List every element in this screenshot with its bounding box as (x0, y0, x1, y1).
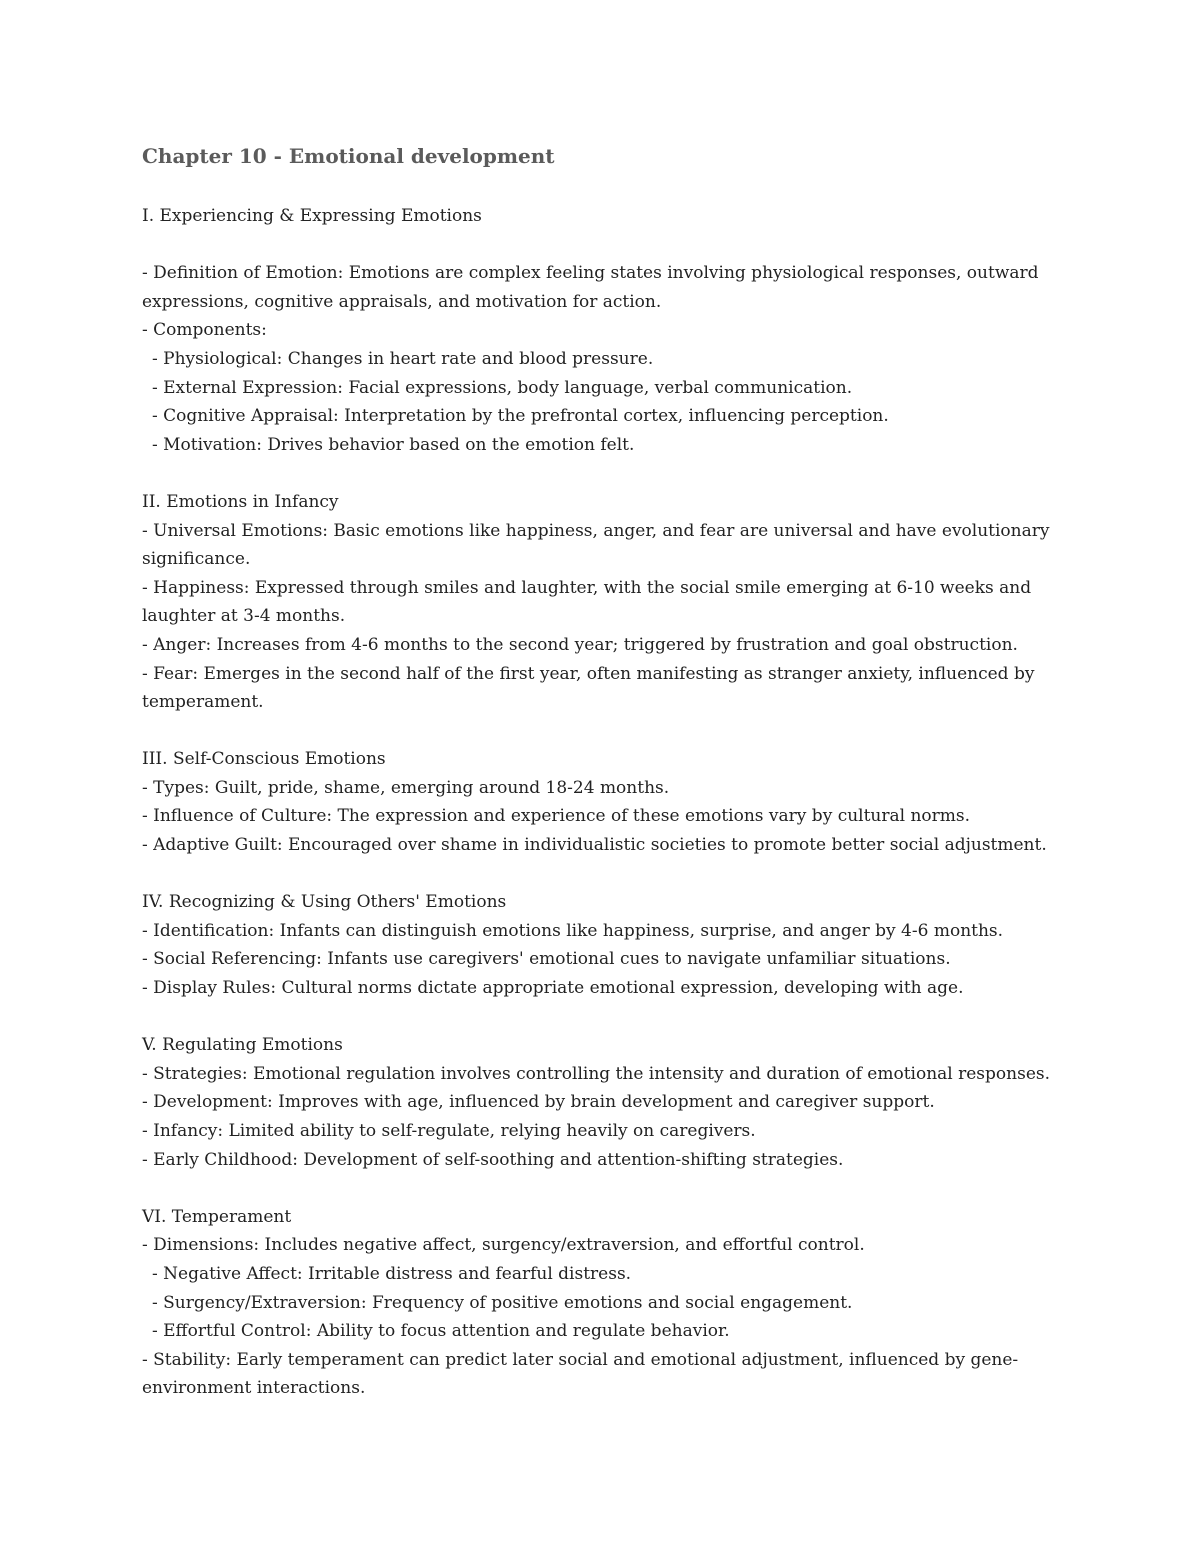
section-emotions-in-infancy (142, 488, 1062, 717)
list-item: - Infancy: Limited ability to self-regulate, relying heavily on caregivers. (142, 1121, 756, 1141)
list-item: - Types: Guilt, pride, shame, emerging around 18-24 months. (142, 777, 670, 798)
list-item: - Early Childhood: Development of self-soothing and attention-shifting strategies. (142, 1149, 844, 1170)
list-item: - Anger: Increases from 4-6 months to the second year; triggered by frustration and goal obstruction. (142, 634, 1018, 655)
list-item: - Components: (142, 320, 267, 341)
list-item: - Influence of Culture: The expression and experience of these emotions vary by cultural norms. (142, 806, 971, 827)
section-heading: III. Self-Conscious Emotions (142, 749, 386, 770)
list-item: - Happiness: Expressed through smiles and laughter, with the social smile emerging at 6-10 weeks and laughter at 3-4 months. (142, 577, 1032, 627)
list-item: - Fear: Emerges in the second half of the first year, often manifesting as stranger anxiety, influenced by temperament. (142, 663, 1035, 713)
section-recognizing-others-emotions (142, 888, 1062, 1002)
section-heading: II. Emotions in Infancy (142, 491, 339, 512)
sub-list-item: - Motivation: Drives behavior based on the emotion felt. (152, 434, 635, 455)
section-heading: IV. Recognizing & Using Others' Emotions (142, 892, 507, 913)
section-regulating-emotions (142, 1031, 1062, 1174)
sub-list-item: - Negative Affect: Irritable distress and fearful distress. (152, 1263, 632, 1284)
section-temperament (142, 1203, 1062, 1403)
section-self-conscious-emotions (142, 745, 1062, 859)
blank-line (142, 231, 1062, 260)
sub-list-item: - Surgency/Extraversion: Frequency of positive emotions and social engagement. (152, 1292, 853, 1313)
sub-list-item: - Cognitive Appraisal: Interpretation by the prefrontal cortex, influencing perception. (152, 406, 889, 427)
list-item: - Adaptive Guilt: Encouraged over shame in individualistic societies to promote better social adjustment. (142, 835, 1047, 856)
section-heading: VI. Temperament (142, 1206, 292, 1227)
document-page (142, 140, 1062, 1432)
sub-list-item: - Effortful Control: Ability to focus attention and regulate behavior. (152, 1321, 730, 1342)
section-heading: I. Experiencing & Expressing Emotions (142, 206, 482, 226)
list-item: - Universal Emotions: Basic emotions like happiness, anger, and fear are universal and have evolutionary significance. (142, 520, 1050, 570)
list-item: - Strategies: Emotional regulation involves controlling the intensity and duration of emotional responses. (142, 1063, 1051, 1084)
list-item: - Display Rules: Cultural norms dictate appropriate emotional expression, developing with age. (142, 978, 964, 999)
list-item: - Stability: Early temperament can predict later social and emotional adjustment, influenced by gene-environment interactions. (142, 1349, 1019, 1399)
section-heading: V. Regulating Emotions (142, 1035, 343, 1056)
list-item: - Dimensions: Includes negative affect, surgency/extraversion, and effortful control. (142, 1235, 865, 1256)
sub-list-item: - Physiological: Changes in heart rate and blood pressure. (152, 348, 654, 369)
sub-list-item: - External Expression: Facial expressions, body language, verbal communication. (152, 377, 853, 398)
list-item: - Development: Improves with age, influenced by brain development and caregiver support. (142, 1092, 935, 1113)
list-item: - Social Referencing: Infants use caregivers' emotional cues to navigate unfamiliar situations. (142, 949, 951, 970)
list-item: - Identification: Infants can distinguish emotions like happiness, surprise, and anger by 4-6 months. (142, 920, 1004, 941)
document-title: Chapter 10 - Emotional development (142, 144, 555, 168)
section-experiencing-expressing (142, 202, 1062, 459)
list-item: - Definition of Emotion: Emotions are complex feeling states involving physiological responses, outward expressions, cognitive appraisals, and motivation for action. (142, 263, 1039, 312)
